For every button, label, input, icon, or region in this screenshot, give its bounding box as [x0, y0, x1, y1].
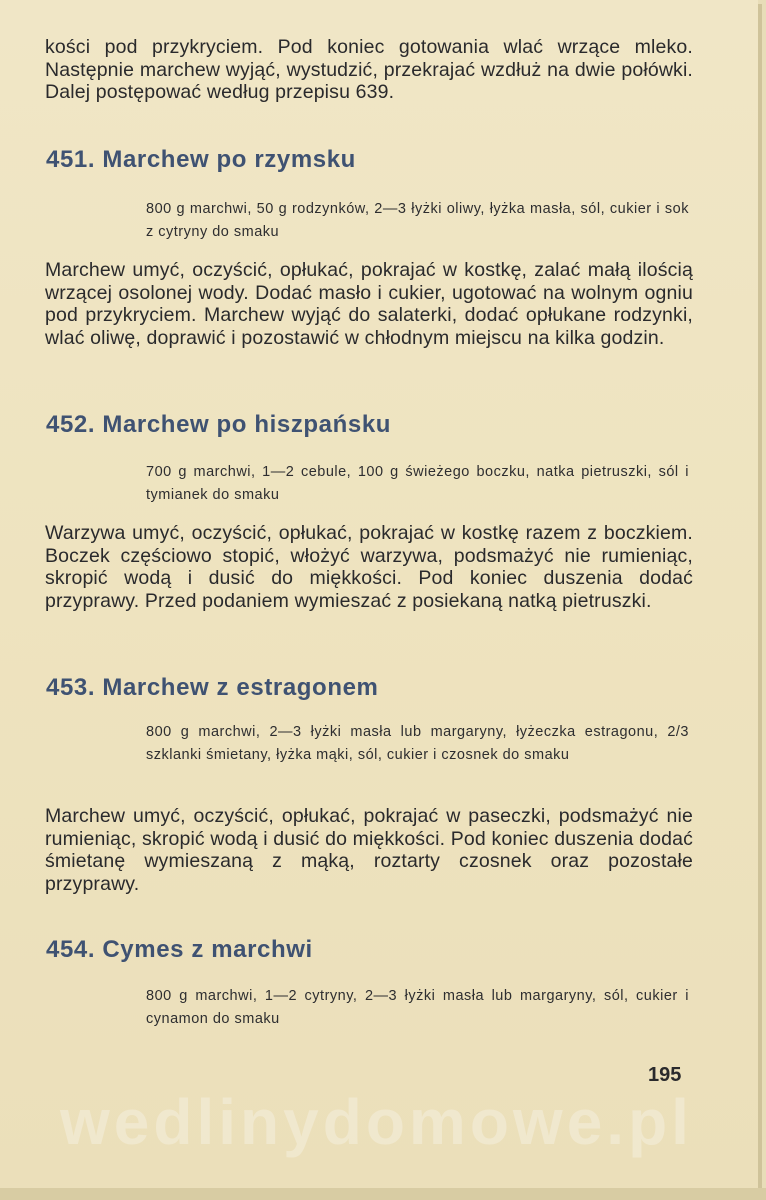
recipe-452-instructions: Warzywa umyć, oczyścić, opłukać, pokrajać w kostkę razem z boczkiem. Boczek częściowo stopić, włożyć warzywa, podsmażyć nie rumieniąc, skropić wodą i dusić do miękkości. Pod koniec duszenia dodać przyprawy. Przed podaniem wymieszać z posiekaną natką pietruszki.: [45, 522, 693, 612]
watermark-text: wedlinydomowe.pl: [60, 1086, 693, 1158]
recipe-453-title: 453. Marchew z estragonem: [46, 674, 379, 701]
recipe-453-ingredients: 800 g marchwi, 2—3 łyżki masła lub margaryny, łyżeczka estragonu, 2/3 szklanki śmietany, łyżka mąki, sól, cukier i czosnek do smaku: [146, 724, 689, 763]
recipe-451-ingredients: 800 g marchwi, 50 g rodzynków, 2—3 łyżki oliwy, łyżka masła, sól, cukier i sok z cytryny do smaku: [146, 201, 689, 240]
recipe-452-instructions-block: [45, 522, 693, 612]
page-edge: [0, 1188, 766, 1200]
recipe-451-instructions-block: [45, 259, 693, 349]
intro-paragraph: kości pod przykryciem. Pod koniec gotowania wlać wrzące mleko. Następnie marchew wyjąć, wystudzić, przekrajać wzdłuż na dwie połówki. Dalej postępować według przepisu 639.: [45, 36, 693, 103]
recipe-454-title: 454. Cymes z marchwi: [46, 936, 313, 963]
recipe-454-ingredients: 800 g marchwi, 1—2 cytryny, 2—3 łyżki masła lub margaryny, sól, cukier i cynamon do smaku: [146, 988, 689, 1027]
recipe-451-title: 451. Marchew po rzymsku: [46, 146, 356, 173]
page-number: 195: [648, 1064, 682, 1086]
intro-paragraph-block: [45, 36, 693, 104]
recipe-452-ingredients: 700 g marchwi, 1—2 cebule, 100 g świeżego boczku, natka pietruszki, sól i tymianek do smaku: [146, 464, 689, 503]
recipe-451-instructions: Marchew umyć, oczyścić, opłukać, pokrajać w kostkę, zalać małą ilością wrzącej osolonej wody. Dodać masło i cukier, ugotować na wolnym ogniu pod przykryciem. Marchew wyjąć do salaterki, dodać opłukane rodzynki, wlać oliwę, doprawić i pozostawić w chłodnym miejscu na kilka godzin.: [45, 259, 693, 349]
recipe-453-instructions: Marchew umyć, oczyścić, opłukać, pokrajać w paseczki, podsmażyć nie rumieniąc, skropić wodą i dusić do miękkości. Pod koniec duszenia dodać śmietanę wymieszaną z mąką, roztarty czosnek oraz pozostałe przyprawy.: [45, 805, 693, 895]
recipe-452-title: 452. Marchew po hiszpańsku: [46, 411, 392, 438]
recipe-453-instructions-block: [45, 805, 693, 895]
